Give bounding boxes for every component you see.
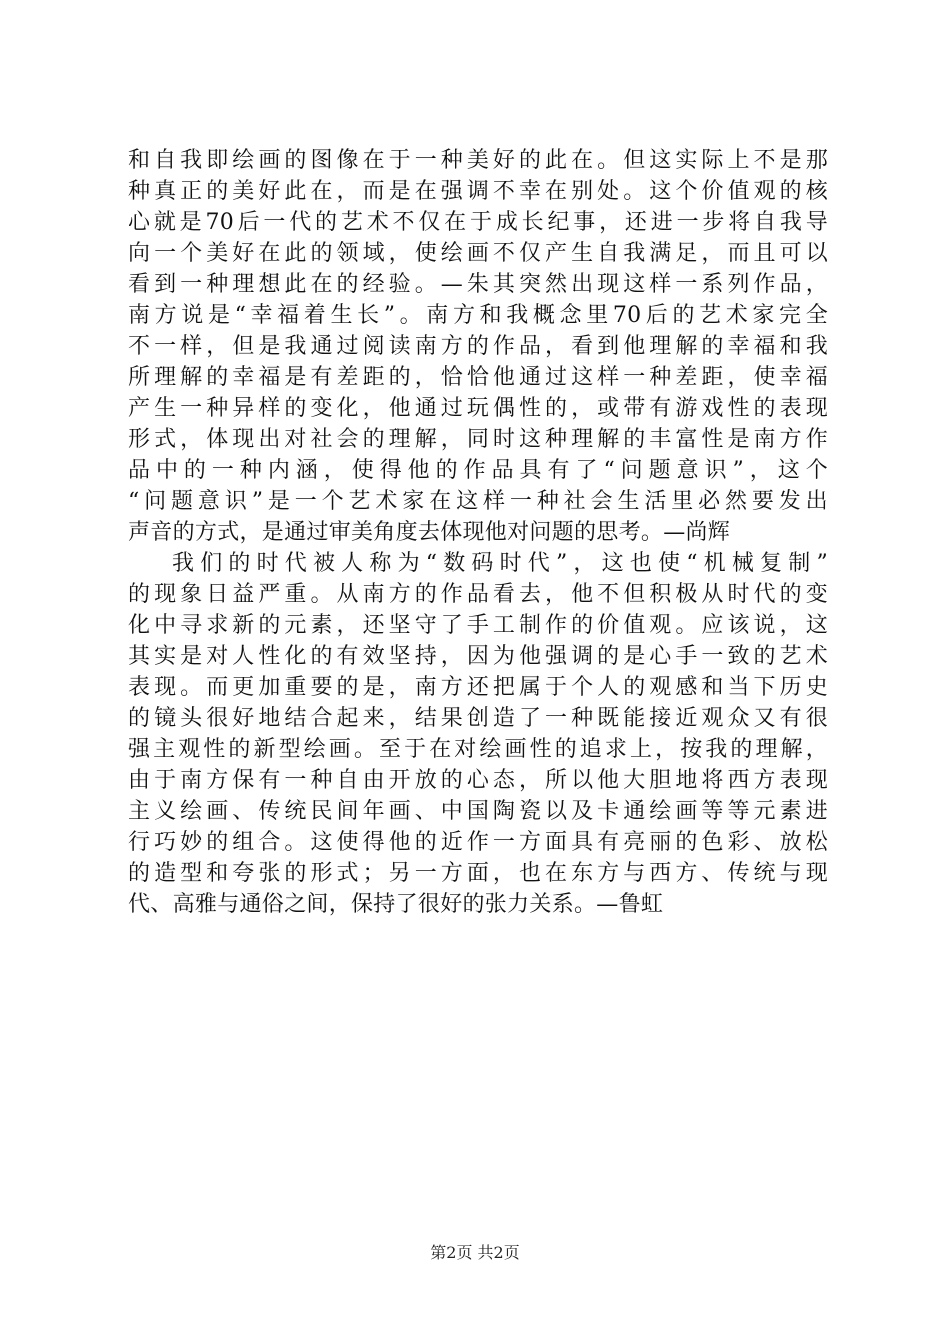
text-line: 代、高雅与通俗之间，保持了很好的张力关系。—鲁虹 [128, 892, 664, 917]
text-line: 形式，体现出对社会的理解，同时这种理解的丰富性是南方作 [128, 427, 828, 452]
paragraph [128, 548, 828, 920]
text-line: 所理解的幸福是有差距的，恰恰他通过这样一种差距，使幸福 [128, 365, 828, 390]
text-line: 表现。而更加重要的是，南方还把属于个人的观感和当下历史 [128, 675, 828, 700]
text-line: 不一样，但是我通过阅读南方的作品，看到他理解的幸福和我 [128, 334, 828, 359]
text-line: 由于南方保有一种自由开放的心态，所以他大胆地将西方表现 [128, 768, 828, 793]
document-body [128, 145, 828, 920]
text-line: 南方说是“幸福着生长”。南方和我概念里70后的艺术家完全 [128, 303, 828, 328]
text-line: 品中的一种内涵，使得他的作品具有了“问题意识”，这个 [128, 458, 828, 483]
text-line: “问题意识”是一个艺术家在这样一种社会生活里必然要发出 [128, 489, 828, 514]
page-number-footer: 第2页 共2页 [430, 1243, 520, 1262]
text-line: 其实是对人性化的有效坚持，因为他强调的是心手一致的艺术 [128, 644, 828, 669]
text-line: 种真正的美好此在，而是在强调不幸在别处。这个价值观的核 [128, 179, 828, 204]
text-line: 向一个美好在此的领域，使绘画不仅产生自我满足，而且可以 [128, 241, 828, 266]
text-line: 的现象日益严重。从南方的作品看去，他不但积极从时代的变 [128, 582, 828, 607]
paragraph [128, 145, 828, 548]
text-line: 看到一种理想此在的经验。—朱其突然出现这样一系列作品， [128, 272, 828, 297]
text-line: 我们的时代被人称为“数码时代”，这也使“机械复制” [172, 551, 828, 576]
text-line: 化中寻求新的元素，还坚守了手工制作的价值观。应该说，这 [128, 613, 828, 638]
text-line: 强主观性的新型绘画。至于在对绘画性的追求上，按我的理解， [128, 737, 828, 762]
text-line: 和自我即绘画的图像在于一种美好的此在。但这实际上不是那 [128, 148, 828, 173]
text-line: 心就是70后一代的艺术不仅在于成长纪事，还进一步将自我导 [128, 210, 828, 235]
text-line: 声音的方式，是通过审美角度去体现他对问题的思考。—尚辉 [128, 520, 731, 545]
text-line: 的造型和夸张的形式；另一方面，也在东方与西方、传统与现 [128, 861, 828, 886]
text-line: 产生一种异样的变化，他通过玩偶性的，或带有游戏性的表现 [128, 396, 828, 421]
text-line: 主义绘画、传统民间年画、中国陶瓷以及卡通绘画等等元素进 [128, 799, 828, 824]
text-line: 行巧妙的组合。这使得他的近作一方面具有亮丽的色彩、放松 [128, 830, 828, 855]
text-line: 的镜头很好地结合起来，结果创造了一种既能接近观众又有很 [128, 706, 828, 731]
